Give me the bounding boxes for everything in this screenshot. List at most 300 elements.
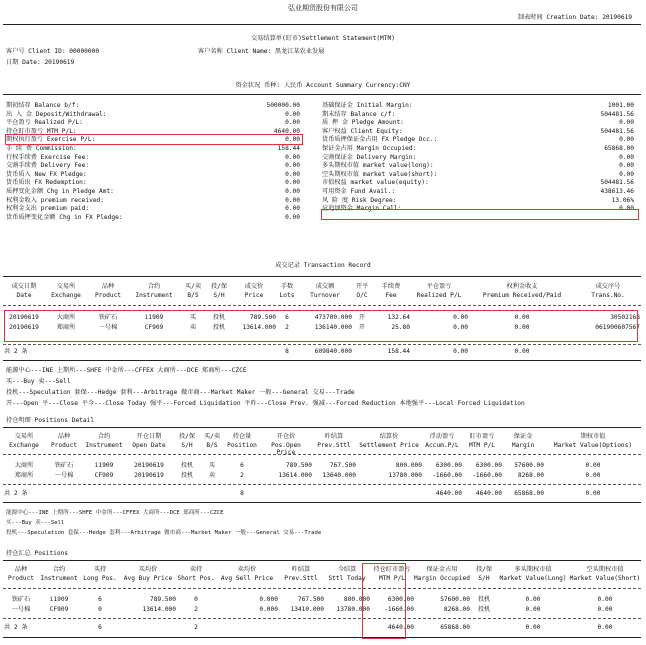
column-header-en: B/S	[187, 292, 199, 300]
column-header-en: Exchange	[51, 292, 81, 300]
total-cell: 6	[98, 624, 102, 631]
total-cell: 2	[194, 624, 198, 631]
funds-label: 质 押 金 Pledge Amount:	[322, 119, 404, 127]
column-header-zh: 投/保	[210, 283, 228, 290]
table-cell: 投机	[180, 472, 194, 479]
table-cell: 57600.00	[514, 462, 544, 469]
table-cell: 6	[98, 596, 102, 603]
total-cell: 0.00	[453, 348, 468, 355]
positions-detail-total	[4, 490, 642, 497]
funds-label: 手 续 费 Commission:	[6, 144, 77, 152]
funds-label: 市值权益 market value(equity):	[322, 179, 429, 187]
total-cell: 0.00	[585, 490, 601, 497]
column-header-en: Trans.No.	[591, 292, 625, 300]
column-header-en: Instrument	[40, 575, 78, 583]
table-cell: -1660.00	[432, 472, 462, 479]
column-header	[372, 283, 410, 299]
transaction-total	[4, 348, 642, 355]
table-cell: 25.80	[391, 324, 410, 331]
table-cell: 8268.00	[443, 606, 470, 613]
column-header	[174, 433, 200, 456]
table-cell: 800.000	[343, 596, 370, 603]
column-header-en: Prev.Sttl	[284, 575, 318, 583]
funds-left-list	[6, 102, 300, 222]
table-cell: 0	[98, 606, 102, 613]
column-header-en: Lots	[279, 292, 295, 300]
funds-value: 0.00	[619, 205, 634, 213]
table-cell-empty	[38, 624, 80, 631]
table-cell: 0.00	[597, 606, 613, 613]
total-cell: 65868.00	[440, 624, 470, 631]
column-header-zh: 合约	[147, 283, 161, 290]
table-cell: 20190619	[134, 462, 164, 469]
funds-value: 65868.00	[604, 144, 634, 152]
legend-open-close: 开---Open 平---Close 平今---Close Today 强平---Forced Liquidation 平昨---Close Prev. 强减---Forced Reduction 本地强平---Local Forced Liquidation	[6, 400, 525, 407]
table-cell-empty	[352, 348, 372, 355]
column-header	[224, 433, 260, 456]
table-cell-empty	[44, 348, 88, 355]
table-cell: 0.00	[514, 324, 530, 331]
column-header	[232, 283, 276, 299]
funds-label: 货币质押保证金占用 FX Pledge Occ.:	[322, 136, 438, 144]
column-header-en: Premium Received/Paid	[482, 292, 562, 300]
column-header	[4, 283, 44, 299]
column-header	[88, 283, 128, 299]
table-cell: 郑商所	[14, 472, 34, 479]
table-cell-empty	[260, 490, 312, 497]
total-cell: 158.44	[387, 348, 410, 355]
total-cell: 共 2 条	[4, 490, 28, 497]
table-cell: 13780.000	[336, 606, 370, 613]
table-cell: 0.000	[259, 596, 278, 603]
column-header-zh: 成交额	[315, 283, 335, 290]
column-header-zh: 持仓量	[232, 433, 252, 440]
column-header-zh: 成交序号	[595, 283, 621, 290]
funds-row	[322, 197, 634, 206]
funds-label: 持仓盯市盈亏 MTM P/L:	[6, 127, 77, 135]
total-cell: 65868.00	[514, 490, 544, 497]
table-cell: 6300.00	[387, 596, 414, 603]
column-header-en: Sttl Today	[328, 575, 366, 583]
column-header	[468, 283, 576, 299]
funds-value: 0.00	[285, 136, 300, 144]
funds-value: 0.00	[285, 179, 300, 187]
table-cell: 一号棉	[98, 324, 118, 331]
funds-label: 交割保证金 Delivery Margin:	[322, 153, 417, 161]
funds-row	[322, 179, 634, 188]
column-header-en: Accum.P/L	[425, 442, 459, 450]
funds-row	[6, 162, 300, 171]
funds-label: 空头期权市值 market value(short):	[322, 170, 438, 178]
column-header-en: O/C	[356, 292, 368, 300]
total-cell: 4640.00	[435, 490, 462, 497]
funds-value: 0.00	[619, 153, 634, 161]
table-cell-empty	[312, 490, 356, 497]
positions-column-headers	[4, 566, 642, 582]
column-header	[4, 566, 38, 582]
positions-detail-header: 持仓明细 Positions Detail	[6, 417, 95, 424]
column-header-en: S/H	[478, 575, 490, 583]
table-cell: 13410.000	[290, 606, 324, 613]
funds-label: 期权执行盈亏 Exercise P/L:	[6, 136, 96, 144]
table-cell-empty	[216, 624, 278, 631]
table-cell: 投机	[212, 314, 226, 321]
table-cell-empty	[470, 624, 498, 631]
table-cell: 767.500	[297, 596, 324, 603]
funds-row	[6, 188, 300, 197]
column-header	[276, 283, 298, 299]
table-cell: 郑商所	[56, 324, 76, 331]
table-cell-empty	[88, 348, 128, 355]
table-cell: 0.00	[525, 606, 541, 613]
table-cell: 800.000	[395, 462, 422, 469]
funds-label: 期末结存 Balance c/f:	[322, 110, 396, 118]
funds-row	[6, 197, 300, 206]
funds-value: 4640.00	[273, 127, 300, 135]
table-cell-empty	[206, 348, 232, 355]
funds-label: 应追加资金 Margin Call:	[322, 205, 402, 213]
funds-row	[322, 154, 634, 163]
column-header	[352, 283, 372, 299]
mtm-pl-highlight	[5, 134, 303, 145]
funds-value: 0.00	[619, 136, 634, 144]
table-cell-empty	[180, 348, 206, 355]
column-header-en: Avg Sell Price	[220, 575, 274, 583]
column-header-zh: 手数	[280, 283, 294, 290]
funds-label: 多头期权市值 market value(long):	[322, 162, 434, 170]
table-cell: 投机	[212, 324, 226, 331]
funds-label: 货币质押变化金额 Chg in FX Pledge:	[6, 213, 123, 221]
column-header	[422, 433, 462, 456]
column-header-zh: 买均价	[138, 566, 158, 573]
funds-row	[6, 145, 300, 154]
column-header	[120, 566, 176, 582]
column-header-zh: 买/卖	[203, 433, 221, 440]
table-cell: 买	[189, 314, 197, 321]
funds-label: 货币质出 FX Redemption:	[6, 179, 87, 187]
column-header-zh: 合约	[52, 566, 66, 573]
positions-total	[4, 624, 642, 631]
table-cell: 投机	[477, 596, 491, 603]
column-header-en: Market Value(Options)	[553, 442, 633, 450]
total-cell: 8	[240, 490, 244, 497]
column-header	[260, 433, 312, 456]
column-header-en: Price	[244, 292, 264, 300]
column-header-en: MTM P/L	[378, 575, 406, 583]
funds-label: 期初结存 Balance b/f:	[6, 102, 80, 109]
table-cell: 6300.00	[435, 462, 462, 469]
table-cell: 2	[240, 472, 244, 479]
funds-value: 0.00	[285, 153, 300, 161]
column-header	[298, 283, 352, 299]
funds-label: 行权手续费 Exercise Fee:	[6, 153, 90, 161]
table-cell: -1660.00	[384, 606, 414, 613]
column-header-en: MTM P/L	[468, 442, 496, 450]
table-cell: 卖	[208, 472, 216, 479]
funds-label: 可用资金 Fund Avail.:	[322, 187, 396, 195]
column-header-en: Fee	[385, 292, 397, 300]
table-cell: 0.000	[259, 606, 278, 613]
table-cell: 铁矿石	[11, 596, 31, 603]
table-cell: 13614.000	[278, 472, 312, 479]
column-header-en: Long Pos.	[83, 575, 117, 583]
column-header	[206, 283, 232, 299]
column-header-zh: 投/保	[475, 566, 493, 573]
column-header	[4, 433, 44, 456]
table-cell: 一号棉	[54, 472, 74, 479]
funds-row	[322, 119, 634, 128]
table-cell: 473700.000	[314, 314, 352, 321]
table-cell: 789.500	[249, 314, 276, 321]
table-cell: 铁矿石	[54, 462, 74, 469]
column-header-zh: 卖持	[189, 566, 203, 573]
column-header-zh: 保证金	[513, 433, 533, 440]
funds-value: 0.00	[285, 213, 300, 221]
column-header	[38, 566, 80, 582]
column-header-zh: 期权市值	[580, 433, 606, 440]
table-cell: 投机	[180, 462, 194, 469]
table-cell: 6300.00	[475, 462, 502, 469]
column-header-zh: 保证金占用	[426, 566, 458, 573]
table-cell-empty	[174, 490, 200, 497]
column-header-en: Realized P/L	[416, 292, 462, 300]
positions-header: 持仓汇总 Positions	[6, 550, 69, 557]
column-header	[576, 283, 640, 299]
positions-rows	[4, 596, 642, 616]
table-cell-empty	[44, 490, 84, 497]
column-header-zh: 买持	[93, 566, 107, 573]
funds-right-list	[322, 102, 634, 214]
column-header	[502, 433, 544, 456]
table-cell: 一号棉	[11, 606, 31, 613]
client-id: 客户号 Client ID: 00000000	[6, 48, 100, 55]
table-cell: 0.00	[514, 314, 530, 321]
column-header-zh: 持仓盯市盈亏	[373, 566, 411, 573]
table-cell: CF909	[49, 606, 69, 613]
funds-value: 504481.56	[600, 127, 634, 135]
column-header-zh: 昨结算	[324, 433, 344, 440]
column-header	[80, 566, 120, 582]
column-header	[200, 433, 224, 456]
funds-value: 0.00	[285, 110, 300, 118]
column-header-en: S/H	[213, 292, 225, 300]
column-header	[356, 433, 422, 456]
column-header-zh: 空头期权市值	[586, 566, 624, 573]
total-cell: 4640.00	[387, 624, 414, 631]
table-cell: 0.00	[585, 462, 601, 469]
column-header-zh: 昨结算	[291, 566, 311, 573]
transaction-header: 成交记录 Transaction Record	[275, 262, 371, 269]
table-cell: 开	[358, 314, 366, 321]
statement-title: 交易结算单(盯市)Settlement Statement(MTM)	[251, 35, 395, 42]
column-header	[462, 433, 502, 456]
table-cell: i1909	[144, 314, 164, 321]
table-cell: 13780.000	[388, 472, 422, 479]
table-cell: i1909	[49, 596, 69, 603]
column-header	[544, 433, 642, 456]
column-header-en: Prev.Sttl	[317, 442, 351, 450]
funds-value: 158.44	[277, 144, 300, 152]
funds-value: 0.00	[285, 162, 300, 170]
funds-row	[322, 162, 634, 171]
column-header	[128, 283, 180, 299]
legend-buy-sell: 买---Buy 卖---Sell	[6, 378, 71, 385]
table-cell: 13640.000	[322, 472, 356, 479]
column-header-zh: 品种	[14, 566, 28, 573]
column-header-en: Instrument	[135, 292, 173, 300]
total-cell: 0.00	[514, 348, 530, 355]
column-header-en: Date	[16, 292, 32, 300]
column-header-en: Open Date	[132, 442, 166, 450]
column-header-zh: 合约	[97, 433, 111, 440]
column-header-en: S/H	[181, 442, 193, 450]
column-header-en: Product	[50, 442, 78, 450]
table-cell: 开	[358, 324, 366, 331]
column-header-en: Settlement Price	[359, 442, 419, 450]
table-cell-empty	[120, 624, 176, 631]
column-header-en: Product	[94, 292, 122, 300]
funds-label: 交割手续费 Delivery Fee:	[6, 162, 90, 170]
column-header-en: Margin	[511, 442, 535, 450]
total-cell: 609840.000	[314, 348, 352, 355]
table-cell: 6	[240, 462, 244, 469]
legend-hedge: 投机---Speculation 套保---Hedge 套利---Arbitrage 做市商---Market Maker 一般---General 交易---Trade	[6, 389, 355, 396]
column-header	[410, 283, 468, 299]
funds-label: 货币质入 New FX Pledge:	[6, 170, 87, 178]
table-cell: CF909	[144, 324, 164, 331]
column-header-zh: 平仓盈亏	[426, 283, 452, 290]
funds-value: 438613.46	[600, 187, 634, 195]
funds-value: 0.00	[285, 119, 300, 127]
funds-row	[322, 102, 634, 111]
column-header-zh: 浮动盈亏	[429, 433, 455, 440]
column-header-zh: 投/保	[178, 433, 196, 440]
table-cell: 卖	[189, 324, 197, 331]
column-header-en: Avg Buy Price	[123, 575, 173, 583]
column-header-zh: 开平	[355, 283, 369, 290]
table-cell-empty	[124, 490, 174, 497]
funds-value: 504481.56	[600, 110, 634, 118]
funds-label: 基础保证金 Initial Margin:	[322, 102, 413, 109]
funds-row	[6, 154, 300, 163]
table-cell: 0.00	[525, 596, 541, 603]
funds-value: 0.00	[285, 196, 300, 204]
funds-label: 风 险 度 Risk Degree:	[322, 196, 397, 204]
table-cell: 0.00	[453, 324, 468, 331]
company-name: 弘业期货股份有限公司	[288, 4, 358, 12]
table-cell: -1660.00	[472, 472, 502, 479]
table-cell: 6	[285, 314, 289, 321]
table-cell: 投机	[477, 606, 491, 613]
total-cell: 共 2 条	[4, 348, 28, 355]
column-header	[180, 283, 206, 299]
column-header-en: Position	[227, 442, 257, 450]
column-header	[498, 566, 568, 582]
column-header-zh: 多头期权市值	[514, 566, 552, 573]
funds-value: 500000.00	[266, 102, 300, 109]
table-cell-empty	[576, 348, 640, 355]
column-header	[568, 566, 642, 582]
mtm-column-highlight	[362, 563, 406, 639]
column-header-zh: 卖均价	[237, 566, 257, 573]
funds-row	[322, 111, 634, 120]
column-header-en: Margin Occupied	[414, 575, 470, 583]
table-cell: 买	[208, 462, 216, 469]
column-header	[414, 566, 470, 582]
funds-label: 质押变化金额 Chg in Pledge Amt:	[6, 187, 114, 195]
table-cell-empty	[84, 490, 124, 497]
table-cell: 789.500	[149, 596, 176, 603]
table-cell: 0.00	[585, 472, 601, 479]
table-cell: 0	[194, 596, 198, 603]
column-header-zh: 权利金收支	[506, 283, 538, 290]
funds-row	[6, 111, 300, 120]
table-cell: 大商所	[14, 462, 34, 469]
statement-date: 日期 Date: 20190619	[6, 59, 75, 66]
column-header-en: Instrument	[85, 442, 123, 450]
positions-detail-rows	[4, 462, 642, 482]
legend-buy-sell-2: 买---Buy 卖---Sell	[6, 520, 65, 526]
funds-value: 13.06%	[611, 196, 634, 204]
column-header	[216, 566, 278, 582]
table-cell: CF909	[94, 472, 114, 479]
column-header	[44, 283, 88, 299]
total-cell: 8	[285, 348, 289, 355]
column-header	[176, 566, 216, 582]
table-cell: 30502168	[610, 314, 640, 321]
funds-row	[322, 145, 634, 154]
column-header-zh: 品种	[101, 283, 115, 290]
funds-value: 1001.00	[607, 102, 634, 109]
table-cell-empty	[232, 348, 276, 355]
funds-label: 客户权益 Client Equity:	[322, 127, 403, 135]
funds-value: 0.00	[285, 187, 300, 195]
table-cell-empty	[356, 490, 422, 497]
total-cell: 共 2 条	[4, 624, 28, 631]
column-header-en: Short Pos.	[177, 575, 215, 583]
funds-label: 权利金收入 premium received:	[6, 196, 104, 204]
table-cell: 0.00	[453, 314, 468, 321]
table-cell: 8268.00	[517, 472, 544, 479]
table-cell-empty	[278, 624, 324, 631]
column-header-en: Market Value(Short)	[569, 575, 641, 583]
positions-detail-column-headers	[4, 433, 642, 456]
table-cell: 2	[285, 324, 289, 331]
table-cell: 767.500	[329, 462, 356, 469]
funds-row	[6, 102, 300, 111]
column-header-en: Turnover	[310, 292, 340, 300]
funds-header: 资金状况 币种: 人民币 Account Summary Currency:CNY	[235, 82, 411, 89]
table-cell: 大商所	[56, 314, 76, 321]
table-cell: 20190619	[9, 314, 39, 321]
column-header-zh: 交易所	[14, 433, 34, 440]
column-header-zh: 成交日期	[11, 283, 37, 290]
funds-row	[322, 188, 634, 197]
funds-label: 平仓盈亏 Realized P/L:	[6, 119, 83, 127]
column-header	[84, 433, 124, 456]
column-header	[124, 433, 174, 456]
funds-value: 0.00	[619, 170, 634, 178]
column-header-en: Pos.Open Price	[271, 442, 301, 457]
funds-value: 0.00	[619, 119, 634, 127]
column-header-zh: 品种	[57, 433, 71, 440]
column-header	[312, 433, 356, 456]
table-cell-empty	[128, 348, 180, 355]
funds-label: 保证金占用 Margin Occupied:	[322, 144, 417, 152]
column-header-zh: 交易所	[56, 283, 76, 290]
table-cell: 061900607567	[595, 324, 640, 331]
column-header-en: Exchange	[9, 442, 39, 450]
